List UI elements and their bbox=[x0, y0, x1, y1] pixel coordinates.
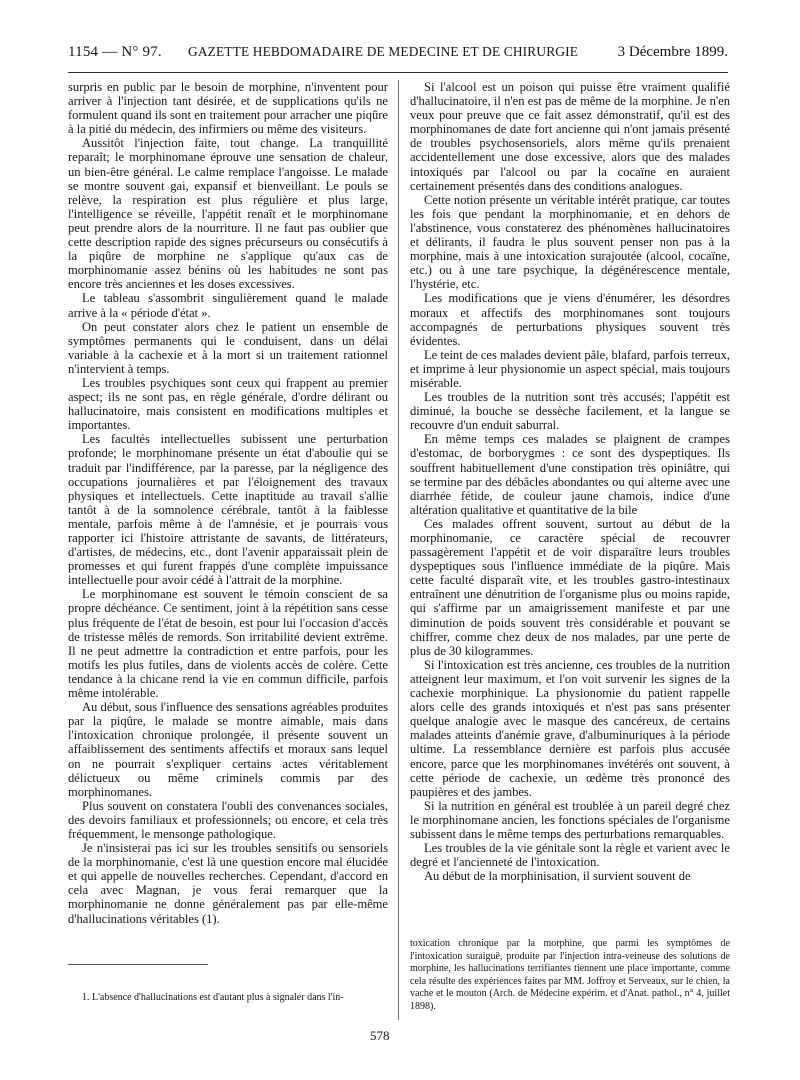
paragraph: Si l'alcool est un poison qui puisse être vraiment qualifié d'hallucinatoire, il n'en est pas de même de la morphine. Je n'en veux pour preuve que ce fait assez démonstratif, qu'il est des morphinomanes de date fort ancienne qui n'ont jamais présenté de troubles psychosensoriels, alors même qu'ils prenaient accidentellement une dose excessive, alors que des malades intoxiqués par l'alcool ou par la cocaïne en auraient certainement présentés dans des conditions analogues. bbox=[410, 80, 730, 193]
issue-date: 3 Décembre 1899. bbox=[617, 44, 728, 60]
paragraph: Aussitôt l'injection faite, tout change. La tranquillité reparaît; le morphinomane éprouve une sensation de chaleur, un bien-être général. Le calme remplace l'angoisse. Le malade se montre souvent gai, expansif et bienveillant. Le pouls se relève, la respiration est plus régulière et plus large, l'intelligence se réveille, l'appétit renaît et le morphinomane peut prendre alors de la nourriture. Il ne faut pas oublier que cette description rapide des signes précurseurs ou consécutifs à la piqûre de morphine ne s'applique qu'aux cas de morphinomanie assez bénins où les habitudes ne sont pas encore très anciennes et les doses excessives. bbox=[68, 136, 388, 292]
paragraph: surpris en public par le besoin de morphine, n'inventent pour arriver à l'injection tant désirée, et de supplications qu'ils ne formulent quand ils sont en traitement pour arracher une piqûre à la pitié du médecin, des infirmiers ou même des visiteurs. bbox=[68, 80, 388, 137]
paragraph: Les modifications que je viens d'énumérer, les désordres moraux et affectifs des morphinomanes sont toujours accompagnés de perturbations physiques souvent très évidentes. bbox=[410, 291, 730, 348]
paragraph: Les troubles psychiques sont ceux qui frappent au premier aspect; ils ne sont pas, en règle générale, d'ordre délirant ou hallucinatoire, mais consistent en modifications multiples et importantes. bbox=[68, 375, 388, 433]
footnote-rule bbox=[68, 964, 208, 965]
paragraph: Ces malades offrent souvent, surtout au début de la morphinomanie, ce caractère spécial de recouvrer passagèrement l'appétit et de voir disparaître leurs troubles dyspeptiques sous l'influence immédiate de la piqûre. Mais cette faculté disparaît vite, et les troubles gastro-intestinaux entraînent une dénutrition de l'organisme plus ou moins rapide, qui s'affirme par un amaigrissement manifeste et par une diminution de poids souvent très considérable et pouvant se chiffrer, comme chez deux de nos malades, par une perte de plus de 30 kilogrammes. bbox=[410, 516, 730, 658]
paragraph: Si la nutrition en général est troublée à un pareil degré chez le morphinomane ancien, les fonctions spéciales de l'organisme subissent dans le même temps des perturbations remarquables. bbox=[410, 798, 730, 841]
paragraph: Les facultés intellectuelles subissent une perturbation profonde; le morphinomane présente un état d'aboulie qui se traduit par l'indifférence, par la paresse, par la négligence des occupations journalières et par l'éloignement des travaux physiques et intellectuels. Cette inaptitude au travail s'allie tantôt à de la somnolence cérébrale, tantôt à la faiblesse mentale, parfois même à de l'amnésie, et je pourrais vous rapporter ici l'histoire attristante de savants, de littérateurs, d'artistes, de médecins, etc., dont l'avenir apparaissait plein de promesses et qui furent frappés d'une complète impuissance intellectuelle pour avoir cédé à l'attrait de la morphine. bbox=[68, 432, 388, 588]
header-rule bbox=[68, 72, 728, 73]
paragraph: Les troubles de la nutrition sont très accusés; l'appétit est diminué, la bouche se dessèche facilement, et la langue se recouvre d'un enduit saburral. bbox=[410, 390, 730, 433]
running-header bbox=[68, 44, 728, 66]
folio: 578 bbox=[370, 1028, 390, 1043]
journal-title: GAZETTE HEBDOMADAIRE DE MEDECINE ET DE CHIRURGIE bbox=[188, 44, 579, 59]
paragraph: Au début de la morphinisation, il survient souvent de bbox=[424, 869, 691, 884]
paragraph: Les troubles de la vie génitale sont la règle et varient avec le degré et l'ancienneté de l'intoxication. bbox=[410, 841, 730, 870]
paragraph: On peut constater alors chez le patient un ensemble de symptômes permanents qui le conduisent, dans un délai variable à la cachexie et à la mort si un traitement rationnel n'intervient à temps. bbox=[68, 319, 388, 376]
paragraph: Cette notion présente un véritable intérêt pratique, car toutes les fois que pendant la morphinomanie, et en dehors de l'abstinence, vous constaterez des phénomènes hallucinatoires et délirants, il faudra le plus souvent penser non pas à la morphine, mais à une intoxication surajoutée (alcool, cocaïne, etc.) ou à une tare psychique, la dégénérescence mentale, l'hystérie, etc. bbox=[410, 192, 730, 292]
paragraph: En même temps ces malades se plaignent de crampes d'estomac, de borborygmes : ce sont des dyspeptiques. Ils souffrent habituellement d'une constipation très opiniâtre, qui se termine par des débâcles abondantes ou qui alterne avec une diarrhée fétide, de couleur jaune chamois, indice d'une altération qualitative et quantitative de la bile bbox=[410, 432, 730, 517]
paragraph: Au début, sous l'influence des sensations agréables produites par la piqûre, le malade se montre aimable, mais dans l'intoxication chronique prolongée, il présente souvent un affaiblissement des sentiments affectifs et moraux sans lequel on ne pourrait s'expliquer certains actes véritablement délictueux ou même criminels commis par des morphinomanes. bbox=[68, 700, 388, 799]
paragraph: Le teint de ces malades devient pâle, blafard, parfois terreux, et imprime à leur physionomie un aspect spécial, mais toujours misérable. bbox=[410, 347, 730, 390]
column-divider bbox=[398, 80, 399, 1020]
paragraph: Plus souvent on constatera l'oubli des convenances sociales, des devoirs familiaux et professionnels; ou encore, et cela très fréquemment, le mensonge pathologique. bbox=[68, 798, 388, 841]
right-column bbox=[410, 80, 730, 883]
paragraph: Je n'insisterai pas ici sur les troubles sensitifs ou sensoriels de la morphinomanie, c'est là une question encore mal élucidée et qui appelle de nouvelles recherches. Cependant, d'accord en cela avec Magnan, je vous ferai remarquer que la morphinomanie ne donne généralement pas par elle-même d'hallucinations véritables (1). bbox=[68, 841, 388, 926]
footnote-left: 1. L'absence d'hallucinations est d'autant plus à signaler dans l'in- bbox=[82, 992, 344, 1003]
paragraph: Si l'intoxication est très ancienne, ces troubles de la nutrition atteignent leur maximum, et l'on voit survenir les signes de la cachexie morphinique. La physionomie du patient rappelle alors celle des grands intoxiqués et n'est pas sans présenter quelque analogie avec le masque des cancéreux, de certains malades atteints d'anémie grave, d'albuminuriques à la période ultime. La ressemblance dernière est parfois plus accusée encore, parce que les morphinomanes invétérés ont souvent, à cette période de cachexie, un œdème très prononcé des paupières et des jambes. bbox=[410, 657, 730, 799]
left-column bbox=[68, 80, 388, 926]
footnote-right: toxication chronique par la morphine, que parmi les symptômes de l'intoxication suraiguë, produite par l'injection intra-veineuse des solutions de morphine, les hallucinations terrifiantes tiennent une place importante, comme cela résulte des expériences faites par MM. Joffroy et Serveaux, sur le chien, la vache et le mouton (Arch. de Médecine expérim. et d'Anat. pathol., n° 4, juillet 1898). bbox=[410, 938, 730, 1012]
paragraph: Le morphinomane est souvent le témoin conscient de sa propre déchéance. Ce sentiment, joint à la répétition sans cesse plus fréquente de l'état de besoin, est pour lui l'occasion d'accès de tristesse mêlés de remords. Son irritabilité devient extrême. Il ne peut admettre la contradiction et entre parfois, pour les motifs les plus futiles, dans de violents accès de colère. Cette tendance à la chicane rend la vie en commun difficile, parfois même intolérable. bbox=[68, 587, 388, 701]
paragraph: Le tableau s'assombrit singulièrement quand le malade arrive à la « période d'état ». bbox=[68, 291, 388, 320]
page-number: 1154 — N° 97. bbox=[68, 44, 162, 60]
